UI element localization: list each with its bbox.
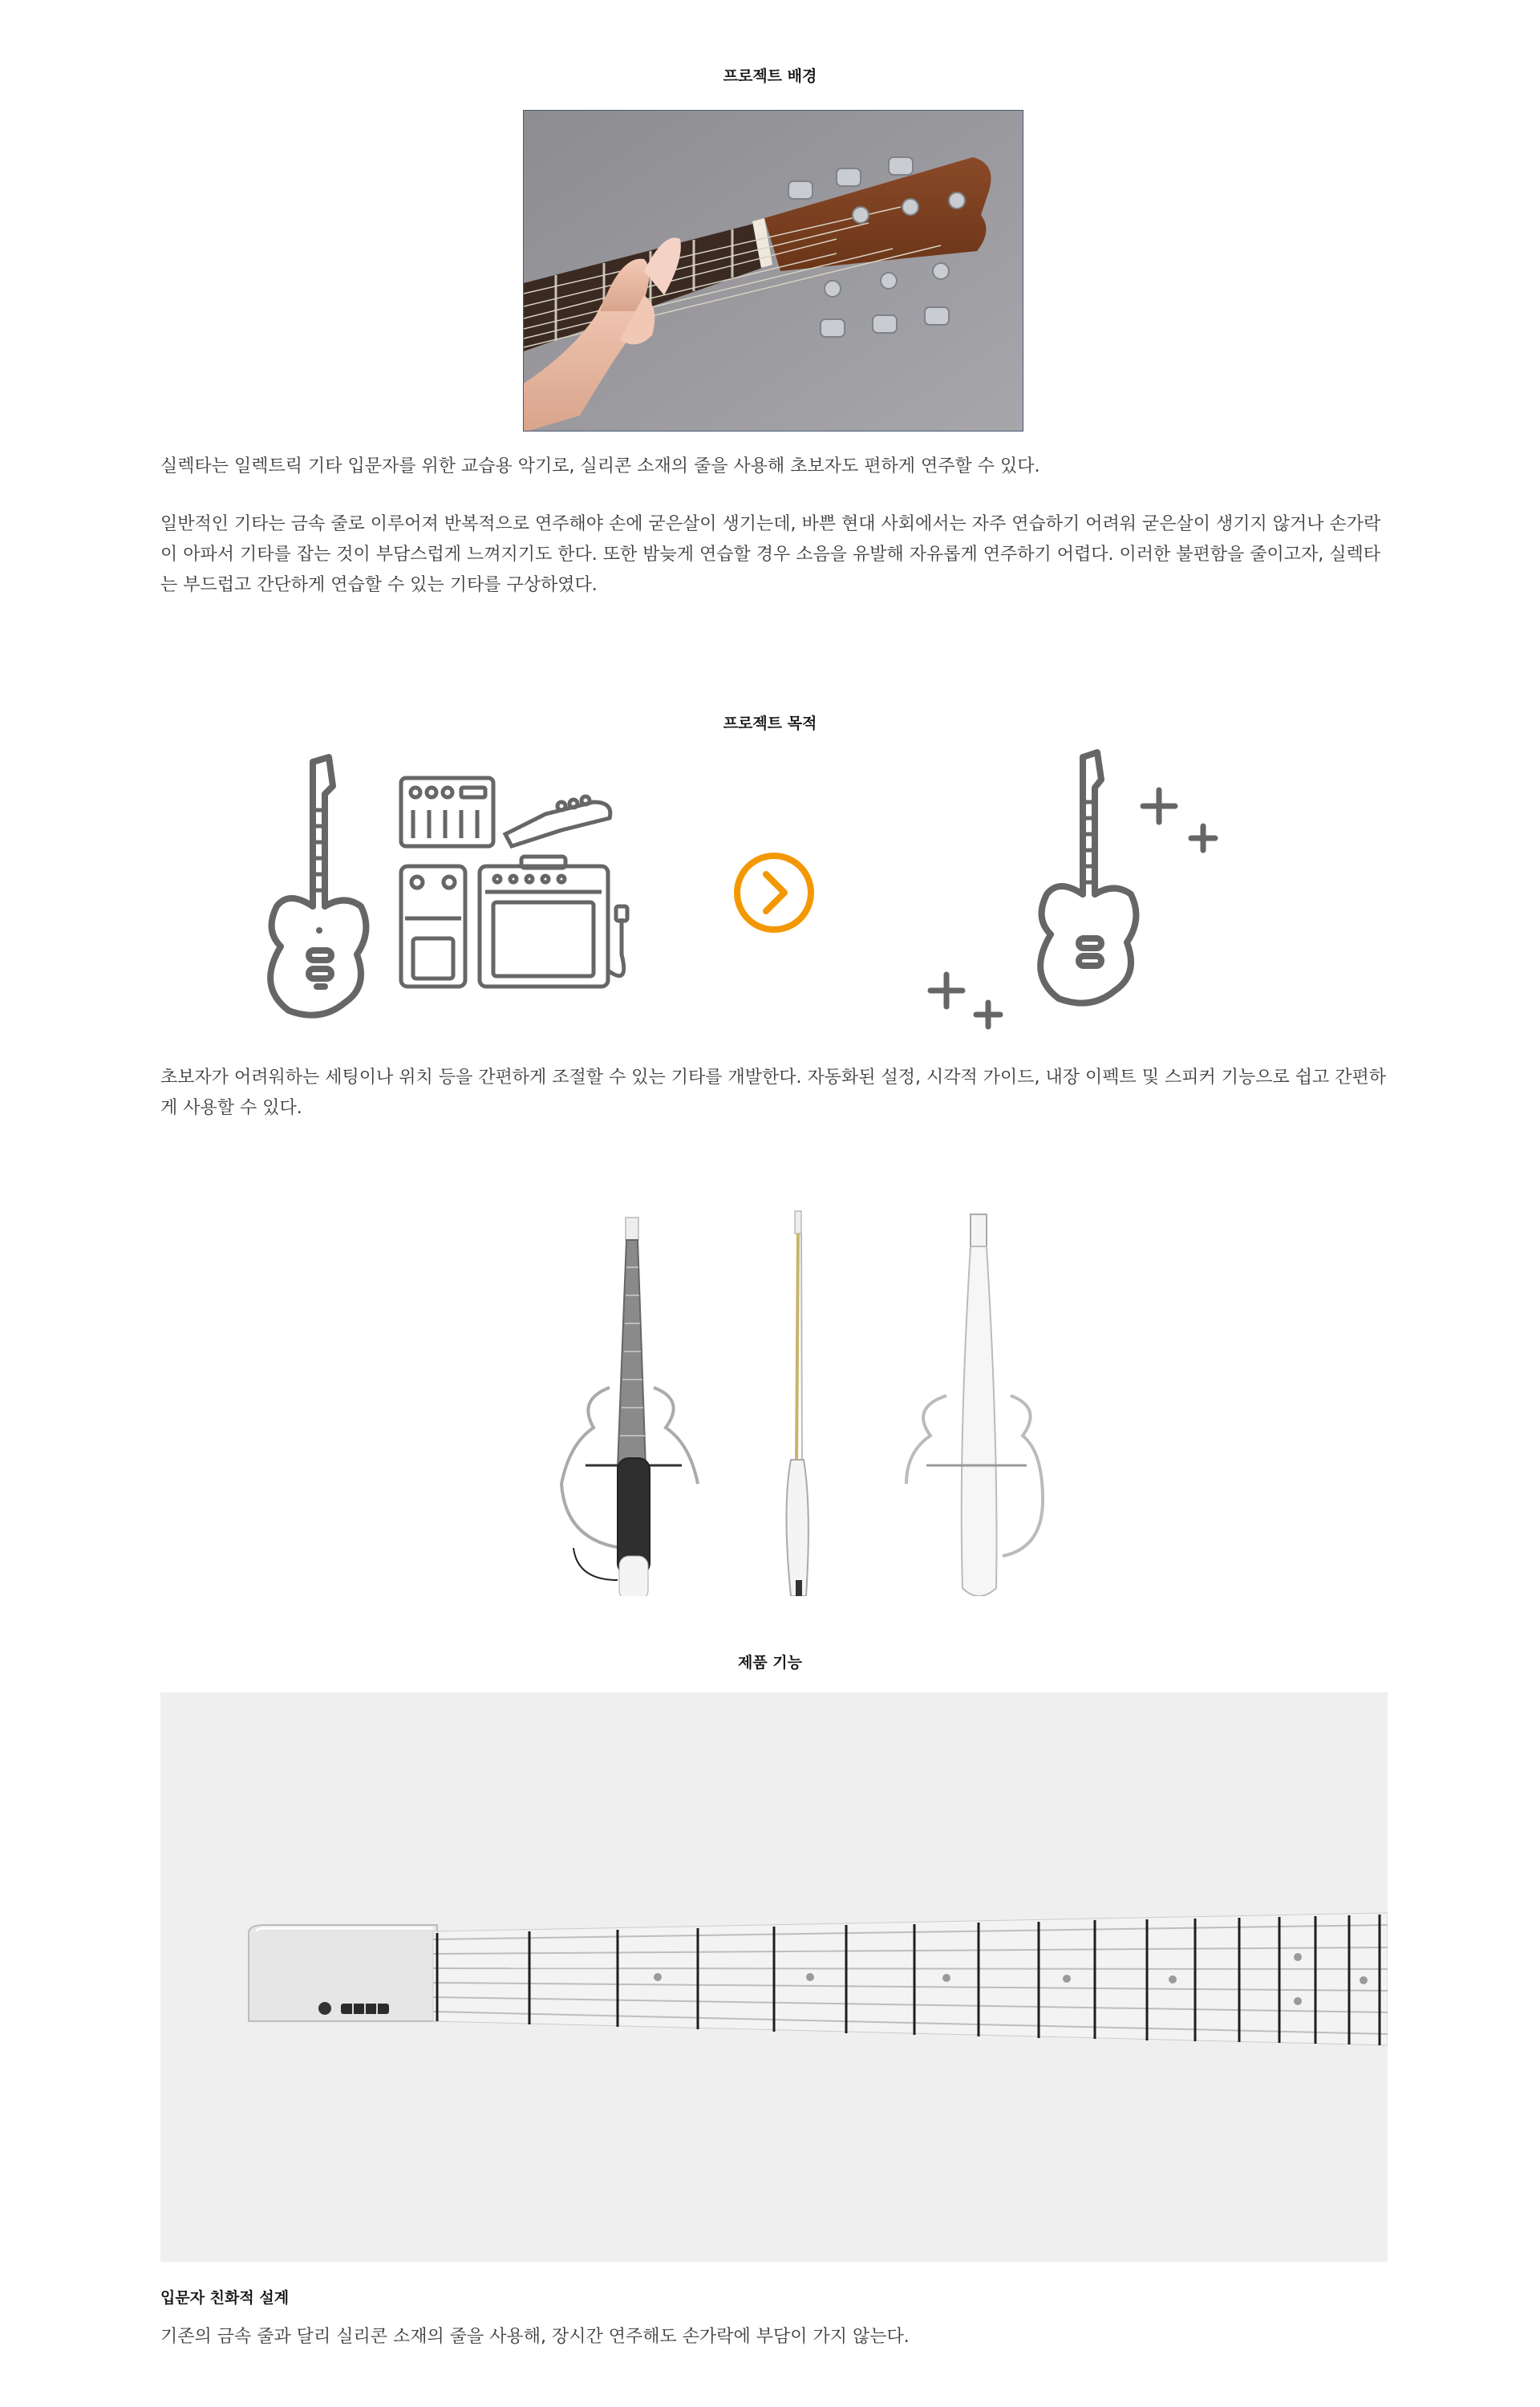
purpose-body: 초보자가 어려워하는 세팅이나 위치 등을 간편하게 조절할 수 있는 기타를 개발한다. 자동화된 설정, 시각적 가이드, 내장 이펙트 및 스피커 기능으로 쉽고 간편하게 사용할 수 있다. (160, 1068, 1386, 1118)
background-intro: 실렉타는 일렉트릭 기타 입문자를 위한 교습용 악기로, 실리콘 소재의 줄을 사용해 초보자도 편하게 연주할 수 있다. (160, 456, 1040, 476)
electric-guitar-icon (270, 757, 366, 1015)
product-views-illustration (529, 1203, 1059, 1596)
purpose-illustration (257, 746, 1283, 1035)
background-body: 일반적인 기타는 금속 줄로 이루어져 반복적으로 연주해야 손에 굳은살이 생기는데, 바쁜 현대 사회에서는 자주 연습하기 어려워 굳은살이 생기지 않거나 손가락이 아파서 기타를 잡는 것이 부담스럽게 느껴지기도 한다. 또한 밤늦게 연습할 경우 소음을 유발해 자유롭게 연주하기 어렵다. 이러한 불편함을 줄이고자, 실렉타는 부드럽고 간단하게 연습할 수 있는 기타를 구상하였다. (160, 514, 1381, 595)
electric-guitar-simple-icon (1040, 752, 1136, 1003)
purpose-section-title: 프로젝트 목적 (723, 715, 817, 732)
amplifier-icon (480, 857, 627, 987)
headstock-icon (505, 796, 610, 846)
background-section-title: 프로젝트 배경 (723, 67, 817, 85)
guitar-headstock-photo (523, 110, 1023, 432)
fretboard-render-panel (160, 1692, 1388, 2262)
features-subtitle: 입문자 친화적 설계 (160, 2289, 290, 2307)
mixer-icon (401, 778, 493, 846)
arrow-right-icon (737, 856, 811, 930)
effect-pedal-icon (401, 866, 465, 987)
features-body: 기존의 금속 줄과 달리 실리콘 소재의 줄을 사용해, 장시간 연주해도 손가락에 부담이 가지 않는다. (160, 2327, 910, 2347)
guitar-back-view (906, 1214, 1043, 1596)
features-section-title: 제품 기능 (737, 1654, 803, 1672)
fretboard-render (160, 1692, 1388, 2262)
guitar-front-view (561, 1218, 698, 1596)
plus-icon (930, 790, 1215, 1027)
guitar-side-view (787, 1211, 808, 1596)
